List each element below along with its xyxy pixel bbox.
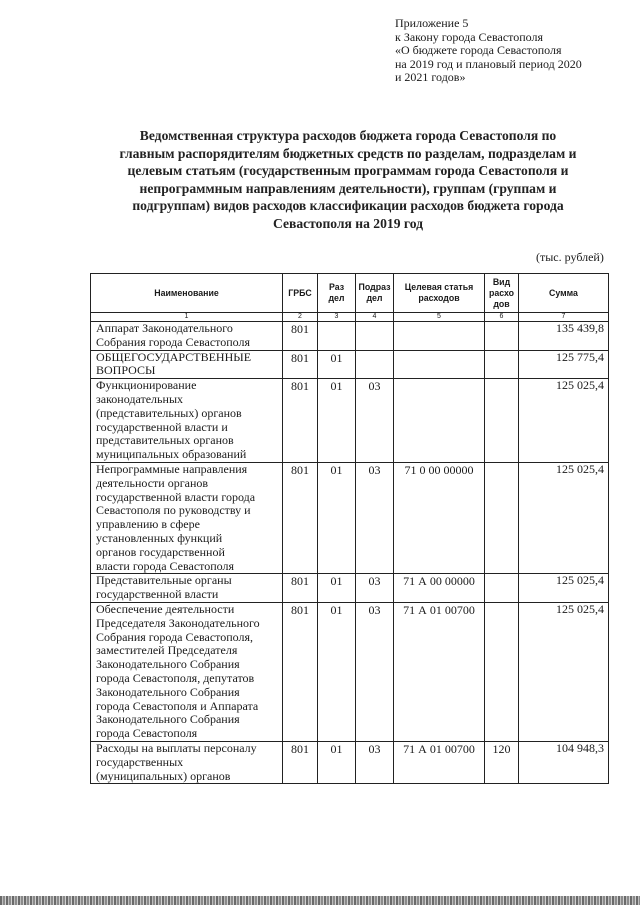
row-podrazdel: 03	[356, 741, 394, 783]
header-sum: Сумма	[519, 274, 609, 313]
row-target-article: 71 0 00 00000	[394, 462, 485, 573]
title-line: Ведомственная структура расходов бюджета города Севастополя по	[139, 128, 557, 143]
row-grbs: 801	[283, 322, 318, 351]
title-line: главным распорядителям бюджетных средств по разделам, подразделам и	[119, 145, 577, 161]
column-number: 5	[394, 313, 485, 322]
column-number: 3	[318, 313, 356, 322]
units-label: (тыс. рублей)	[536, 250, 604, 264]
header-razdel: Раз дел	[318, 274, 356, 313]
row-razdel: 01	[318, 462, 356, 573]
table-row	[91, 462, 609, 573]
row-target-article: 71 А 00 00000	[394, 574, 485, 603]
row-expense-type: 120	[485, 741, 519, 783]
header-expense-type: Вид расхо дов	[485, 274, 519, 313]
row-target-article	[394, 322, 485, 351]
header-podrazdel: Подраз дел	[356, 274, 394, 313]
row-grbs: 801	[283, 602, 318, 741]
row-razdel: 01	[318, 379, 356, 463]
column-number: 1	[91, 313, 283, 322]
row-expense-type	[485, 350, 519, 379]
appendix-line: и 2021 годов»	[395, 70, 466, 84]
column-number: 7	[519, 313, 609, 322]
appendix-header	[395, 17, 582, 85]
row-sum: 125 775,4	[519, 350, 609, 379]
title-line: целевым статьям (государственным программам города Севастополя и	[127, 163, 569, 178]
row-name: Расходы на выплаты персоналу государственных (муниципальных) органов	[91, 741, 283, 783]
row-target-article: 71 А 01 00700	[394, 741, 485, 783]
budget-table	[90, 273, 609, 784]
row-podrazdel	[356, 322, 394, 351]
row-grbs: 801	[283, 741, 318, 783]
column-number: 4	[356, 313, 394, 322]
row-sum: 125 025,4	[519, 379, 609, 463]
scan-edge-noise	[0, 896, 640, 905]
row-podrazdel	[356, 350, 394, 379]
row-podrazdel: 03	[356, 574, 394, 603]
row-name: Обеспечение деятельности Председателя Законодательного Собрания города Севастополя, заместителей Председателя Законодательного Собрания города Севастополя, депутатов Законодательного Собрания города Севастополя и Аппарата Законодательного Собрания города Севастополя	[91, 602, 283, 741]
row-grbs: 801	[283, 379, 318, 463]
row-name: Представительные органы государственной власти	[91, 574, 283, 603]
header-grbs: ГРБС	[283, 274, 318, 313]
appendix-line: Приложение 5	[395, 16, 469, 30]
appendix-line: на 2019 год и плановый период 2020	[395, 56, 582, 71]
row-expense-type	[485, 322, 519, 351]
table-row	[91, 574, 609, 603]
row-podrazdel: 03	[356, 462, 394, 573]
title-line: Севастополя на 2019 год	[272, 215, 424, 231]
column-number: 6	[485, 313, 519, 322]
header-name: Наименование	[91, 274, 283, 313]
row-expense-type	[485, 602, 519, 741]
row-razdel	[318, 322, 356, 351]
row-sum: 125 025,4	[519, 574, 609, 603]
row-expense-type	[485, 574, 519, 603]
table-row	[91, 602, 609, 741]
row-podrazdel: 03	[356, 379, 394, 463]
row-target-article	[394, 379, 485, 463]
column-numbers-row	[91, 313, 609, 322]
appendix-line: к Закону города Севастополя	[395, 29, 544, 44]
row-name: Функционирование законодательных (представительных) органов государственной власти и представительных органов муниципальных образований	[91, 379, 283, 463]
row-name: ОБЩЕГОСУДАРСТВЕННЫЕ ВОПРОСЫ	[91, 350, 283, 379]
table-row	[91, 322, 609, 351]
row-grbs: 801	[283, 350, 318, 379]
appendix-line: «О бюджете города Севастополя	[395, 43, 562, 57]
title-line: подгруппам) видов расходов классификации расходов бюджета города	[132, 198, 564, 213]
row-grbs: 801	[283, 574, 318, 603]
title-line: непрограммным направлениям деятельности), группам (группам и	[139, 180, 557, 196]
row-razdel: 01	[318, 574, 356, 603]
row-podrazdel: 03	[356, 602, 394, 741]
row-sum: 104 948,3	[519, 741, 609, 783]
table-row	[91, 350, 609, 379]
table-row	[91, 379, 609, 463]
row-sum: 135 439,8	[519, 322, 609, 351]
row-expense-type	[485, 462, 519, 573]
document-title	[105, 127, 591, 232]
row-razdel: 01	[318, 602, 356, 741]
row-target-article: 71 А 01 00700	[394, 602, 485, 741]
column-number: 2	[283, 313, 318, 322]
header-target-article: Целевая статья расходов	[394, 274, 485, 313]
row-sum: 125 025,4	[519, 602, 609, 741]
row-expense-type	[485, 379, 519, 463]
row-grbs: 801	[283, 462, 318, 573]
row-name: Непрограммные направления деятельности органов государственной власти города Севастополя по руководству и управлению в сфере установленных функций органов государственной власти города Севастополя	[91, 462, 283, 573]
row-name: Аппарат Законодательного Собрания города Севастополя	[91, 322, 283, 351]
row-sum: 125 025,4	[519, 462, 609, 573]
row-target-article	[394, 350, 485, 379]
row-razdel: 01	[318, 741, 356, 783]
table-header-row	[91, 274, 609, 313]
table-row	[91, 741, 609, 783]
row-razdel: 01	[318, 350, 356, 379]
